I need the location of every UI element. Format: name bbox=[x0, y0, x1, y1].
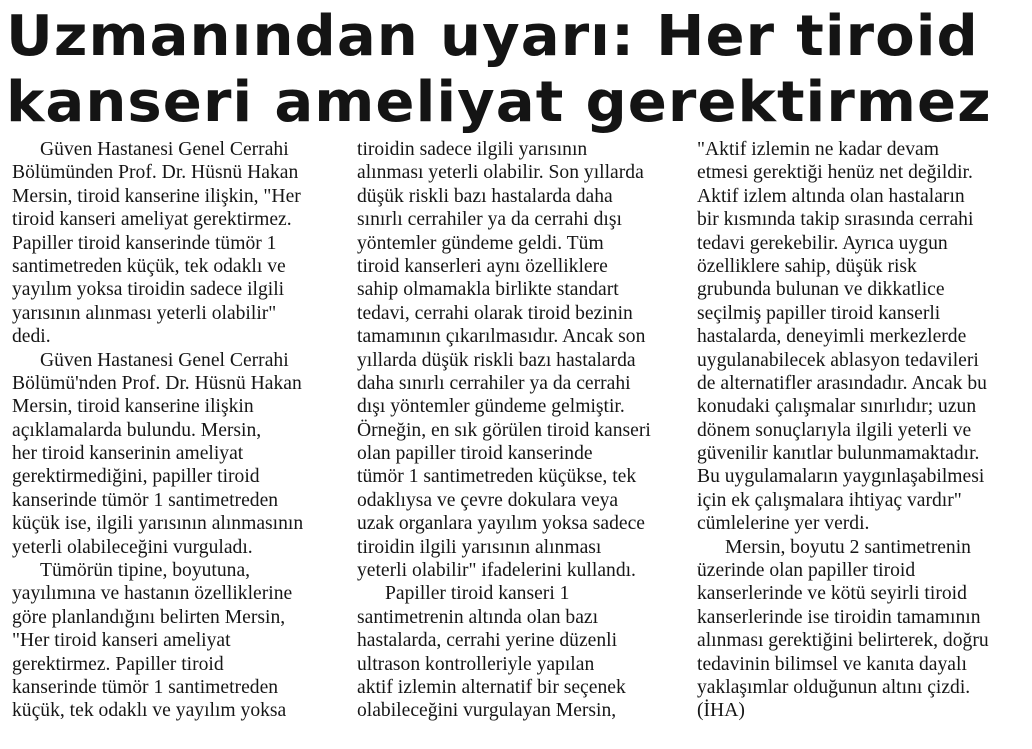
article-text-line: Papiller tiroid kanseri 1 bbox=[385, 583, 570, 605]
article-text-line: daha sınırlı cerrahiler ya da cerrahi bbox=[357, 372, 631, 394]
article-text-line: yöntemler gündeme geldi. Tüm bbox=[357, 232, 604, 254]
article-text-line: kanserlerinde ise tiroidin tamamının bbox=[697, 606, 981, 628]
article-text-line: "Aktif izlemin ne kadar devam bbox=[697, 139, 939, 160]
article-text-line: her tiroid kanserinin ameliyat bbox=[12, 443, 244, 465]
article-text-line: olabileceğini vurgulayan Mersin, bbox=[357, 700, 617, 722]
article-text-line: bir kısmında takip sırasında cerrahi bbox=[697, 209, 974, 231]
article-text-line: uzak organlara yayılım yoksa sadece bbox=[357, 513, 645, 535]
article-text-line: Aktif izlem altında olan hastaların bbox=[697, 185, 965, 207]
article-text-line: kanserinde tümör 1 santimetreden bbox=[12, 489, 279, 511]
article-text-line: kanserlerinde ve kötü seyirli tiroid bbox=[697, 583, 967, 605]
article-text-line: gerektirmediğini, papiller tiroid bbox=[12, 466, 260, 488]
article-text-line: ultrason kontrolleriyle yapılan bbox=[357, 653, 595, 675]
article-text-line: alınması gerektiğini belirterek, doğru bbox=[697, 630, 989, 652]
article-text-line: cümlelerine yer verdi. bbox=[697, 513, 870, 535]
article-text-line: açıklamalarda bulundu. Mersin, bbox=[12, 419, 262, 441]
article-text-line: (İHA) bbox=[697, 700, 745, 722]
article-text-line: "Her tiroid kanseri ameliyat bbox=[12, 630, 231, 652]
article-text-line: Bölümü'nden Prof. Dr. Hüsnü Hakan bbox=[12, 372, 302, 394]
article-text-line: aktif izlemin alternatif bir seçenek bbox=[357, 676, 626, 698]
article-text-line: Güven Hastanesi Genel Cerrahi bbox=[40, 139, 289, 160]
article-text-line: düşük riskli bazı hastalarda daha bbox=[357, 185, 613, 207]
article-text-line: yıllarda düşük riskli bazı hastalarda bbox=[357, 349, 636, 371]
article-text-line: Bölümünden Prof. Dr. Hüsnü Hakan bbox=[12, 162, 299, 184]
article-text-line: yaklaşımlar olduğunun altını çizdi. bbox=[697, 676, 971, 698]
article-text-line: alınması yeterli olabilir. Son yıllarda bbox=[357, 162, 644, 184]
article-column-1 bbox=[12, 138, 337, 723]
article-text-line: de alternatifler arasındadır. Ancak bu bbox=[697, 372, 987, 394]
article-text-line: tedavinin bilimsel ve kanıta dayalı bbox=[697, 653, 967, 675]
article-text-line: santimetrenin altında olan bazı bbox=[357, 606, 599, 628]
article-text-line: sınırlı cerrahiler ya da cerrahi dışı bbox=[357, 209, 622, 231]
article-text-line: yeterli olabilir" ifadelerini kullandı. bbox=[357, 560, 636, 582]
article-text-line: Tümörün tipine, boyutuna, bbox=[40, 560, 251, 582]
article-text-line: tiroid kanseri ameliyat gerektirmez. bbox=[12, 209, 292, 231]
article-text-line: tedavi gerekebilir. Ayrıca uygun bbox=[697, 232, 948, 254]
article-column-2 bbox=[357, 138, 679, 723]
article-text-line: tamamının çıkarılmasıdır. Ancak son bbox=[357, 326, 646, 348]
article-text-line: tümör 1 santimetreden küçükse, tek bbox=[357, 466, 637, 488]
article-text-line: küçük, tek odaklı ve yayılım yoksa bbox=[12, 700, 287, 722]
article-text-line: uygulanabilecek ablasyon tedavileri bbox=[697, 349, 979, 371]
article-column-3 bbox=[697, 138, 1025, 723]
article-text-line: hastalarda, cerrahi yerine düzenli bbox=[357, 630, 618, 652]
headline bbox=[6, 4, 1032, 136]
article-text-line: özelliklere sahip, düşük risk bbox=[697, 255, 917, 277]
article-text-line: seçilmiş papiller tiroid kanserli bbox=[697, 302, 941, 324]
article-text-line: yayılımına ve hastanın özelliklerine bbox=[12, 583, 293, 605]
article-text-line: Mersin, tiroid kanserine ilişkin bbox=[12, 396, 254, 418]
article-text-line: Örneğin, en sık görülen tiroid kanseri bbox=[357, 419, 651, 441]
article-text-line: Mersin, boyutu 2 santimetrenin bbox=[725, 536, 971, 558]
article-text-line: Bu uygulamaların yaygınlaşabilmesi bbox=[697, 466, 985, 488]
article-text-line: tiroidin sadece ilgili yarısının bbox=[357, 139, 588, 160]
article-text-line: odaklıysa ve çevre dokulara veya bbox=[357, 489, 619, 511]
article-text-line: yeterli olabileceğini vurguladı. bbox=[12, 536, 253, 558]
article-text-line: dönem sonuçlarıyla ilgili yeterli ve bbox=[697, 419, 972, 441]
article-text-line: Papiller tiroid kanserinde tümör 1 bbox=[12, 232, 277, 254]
article-text-line: tiroid kanserleri aynı özelliklere bbox=[357, 255, 608, 277]
article-text-line: gerektirmez. Papiller tiroid bbox=[12, 653, 224, 675]
article-text-line: grubunda bulunan ve dikkatlice bbox=[697, 279, 945, 301]
headline-line-2: kanseri ameliyat gerektirmez bbox=[6, 70, 992, 135]
article-text-line: konudaki çalışmalar sınırlıdır; uzun bbox=[697, 396, 977, 418]
article-text-line: santimetreden küçük, tek odaklı ve bbox=[12, 255, 286, 277]
article-text-line: güvenilir kanıtlar bulunmamaktadır. bbox=[697, 443, 980, 465]
article-text-line: dedi. bbox=[12, 326, 51, 348]
article-text-line: kanserinde tümör 1 santimetreden bbox=[12, 676, 279, 698]
article-text-line: hastalarda, deneyimli merkezlerde bbox=[697, 326, 967, 348]
headline-line-1: Uzmanından uyarı: Her tiroid bbox=[6, 4, 979, 69]
article-text-line: için ek çalışmalara ihtiyaç vardır" bbox=[697, 489, 962, 511]
article-text-line: küçük ise, ilgili yarısının alınmasının bbox=[12, 513, 304, 535]
article-text-line: göre planlandığını belirten Mersin, bbox=[12, 606, 286, 628]
article-text-line: yarısının alınması yeterli olabilir" bbox=[12, 302, 277, 324]
article-text-line: olan papiller tiroid kanserinde bbox=[357, 443, 593, 465]
article-text-line: Güven Hastanesi Genel Cerrahi bbox=[40, 349, 289, 371]
article-text-line: dışı yöntemler gündeme gelmiştir. bbox=[357, 396, 625, 418]
article-text-line: üzerinde olan papiller tiroid bbox=[697, 560, 916, 582]
article-text-line: etmesi gerektiği henüz net değildir. bbox=[697, 162, 973, 184]
article-text-line: tiroidin ilgili yarısının alınması bbox=[357, 536, 602, 558]
article-text-line: sahip olmamakla birlikte standart bbox=[357, 279, 619, 301]
article-text-line: tedavi, cerrahi olarak tiroid bezinin bbox=[357, 302, 633, 324]
article-text-line: yayılım yoksa tiroidin sadece ilgili bbox=[12, 279, 285, 301]
article-text-line: Mersin, tiroid kanserine ilişkin, "Her bbox=[12, 185, 301, 207]
